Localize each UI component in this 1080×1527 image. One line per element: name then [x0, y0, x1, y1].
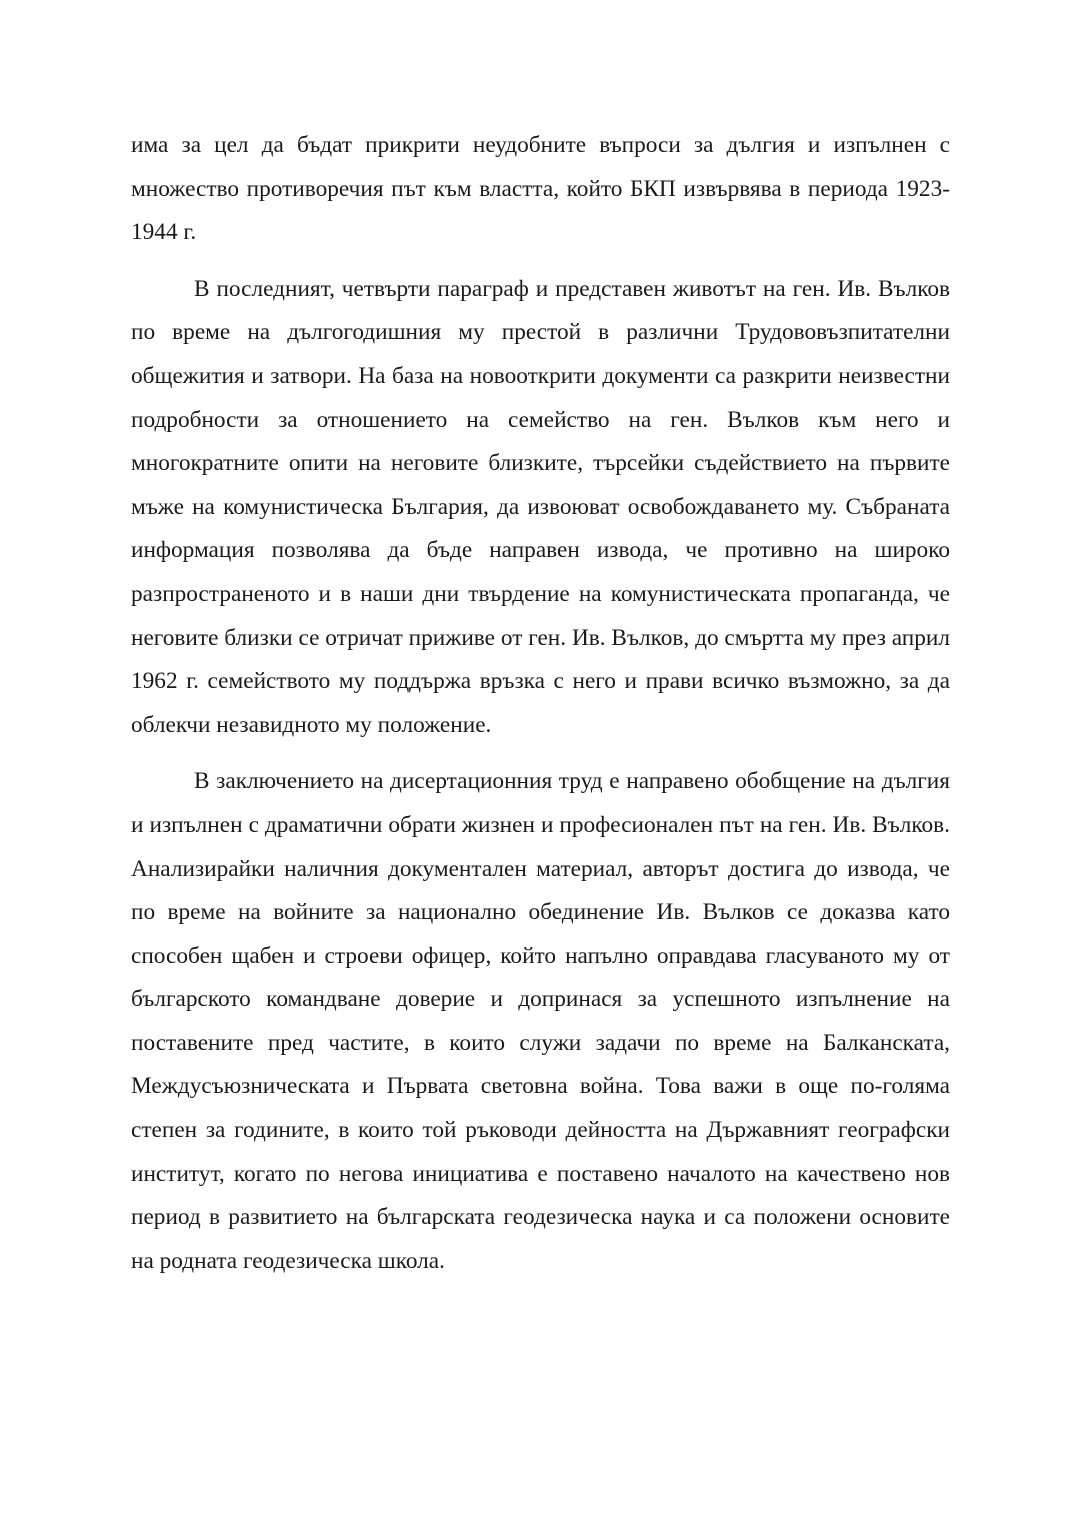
paragraph-conclusion: В заключението на дисертационния труд е направено обобщение на дългия и изпълнен с драматични обрати жизнен и професионален път на ген. Ив. Вълков. Анализирайки наличния документален материал, авторът достига до извода, че по време на войните за национално обединение Ив. Вълков се доказва като способен щабен и строеви офицер, който напълно оправдава гласуваното му от българското командване доверие и допринася за успешното изпълнение на поставените пред частите, в които служи задачи по време на Балканската, Междусъюзническата и Първата световна война. Това важи в още по-голяма степен за годините, в които той ръководи дейността на Държавният географски институт, когато по негова инициатива е поставено началото на качествено нов период в развитието на българската геодезическа наука и са положени основите на родната геодезическа школа. — [131, 768, 950, 1274]
paragraph-continuation: има за цел да бъдат прикрити неудобните въпроси за дългия и изпълнен с множество противоречия път към властта, който БКП извървява в периода 1923-1944 г. — [131, 132, 950, 246]
paragraph-fourth-section: В последният, четвърти параграф и представен животът на ген. Ив. Вълков по време на дългогодишния му престой в различни Трудововъзпитателни общежития и затвори. На база на новооткрити документи са разкрити неизвестни подробности за отношението на семейство на ген. Вълков към него и многократните опити на неговите близките, търсейки съдействието на първите мъже на комунистическа България, да извоюват освобождаването му. Събраната информация позволява да бъде направен извода, че противно на широко разпространеното и в наши дни твърдение на комунистическата пропаганда, че неговите близки се отричат приживе от ген. Ив. Вълков, до смъртта му през април 1962 г. семейството му поддържа връзка с него и прави всичко възможно, за да облекчи незавидното му положение. — [131, 275, 950, 738]
body-text — [131, 124, 950, 1296]
